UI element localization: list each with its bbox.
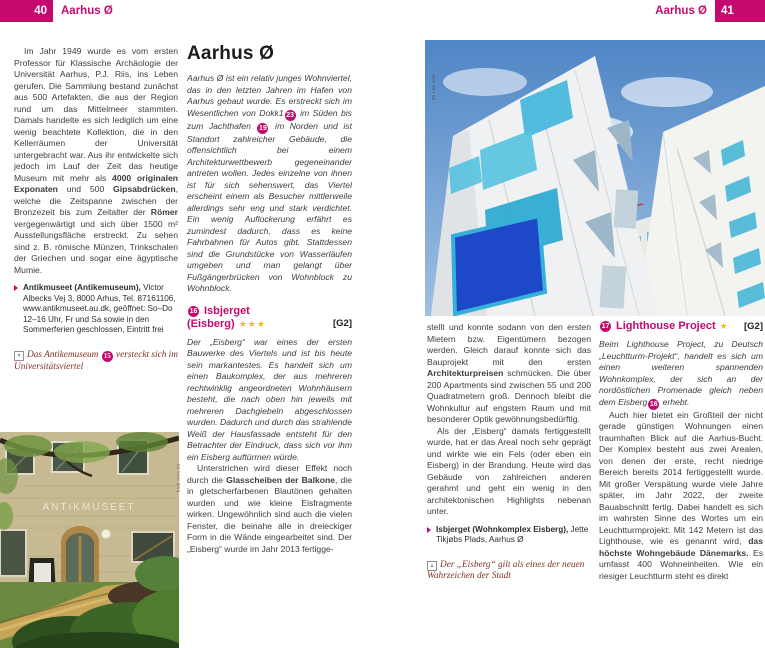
text-segment: erhebt.: [660, 396, 690, 407]
museum-sign-text: ANTIKMUSEET: [42, 502, 136, 513]
photo-antikmuseet: [0, 432, 179, 648]
isbjerget-info-block: [427, 525, 591, 546]
column-lighthouse: [599, 320, 763, 645]
text-segment: im Norden und ist Standort zahlreicher Gebäude, die offensichtlich bei einem Architekturwettbewerb gegeneinander antreten wollen. Jedes einzelne von ihnen ist für sich sehenswert, das Viertel erscheint einem als Besucher mittlerweile allerdings sehr eng und stark verdichtet. Ein wenig Auflockerung erfährt es zumindest dadurch, dass es keine Fahrbahnen für Autos gibt. Stattdessen sind die Grundstücke von Wasserläufen umgeben und man gelangt über Fußgängerbrücken von Wohnblock zu Wohnblock.: [187, 120, 352, 293]
caption-photo-below-icon: ▾: [14, 351, 24, 361]
text-segment: vergegenwärtigt und sich über 1500 m² Ausstellungsfläche erstreckt. Zu sehen sind z. B. römische Münzen, Trinkschalen der Griechen und sogar eine ägyptische Mumie.: [14, 218, 178, 275]
running-head-right: Aarhus Ø: [655, 5, 707, 17]
text-segment: Aarhus Ø ist ein relativ junges Wohnviertel, das in den letzten Jahren im Hafen von Aarhus gebaut wurde. Es erstreckt sich im Wesentlichen von Dokk1: [187, 73, 352, 118]
map-grid-ref: [G2]: [744, 320, 763, 332]
photo-caption-isbjerget: [427, 560, 591, 583]
text-segment: im Süden bis zum Jachthafen: [187, 107, 352, 131]
rating-stars: ★★★: [238, 318, 266, 329]
map-ref-badge: 23: [286, 111, 295, 119]
poi-subtitle: (Eisberg): [187, 317, 235, 330]
column-antikmuseet: [14, 46, 178, 426]
district-intro: [187, 73, 352, 295]
text-segment: Beim Lighthouse Project, zu Deutsch „Leuchtturm-Projekt“, handelt es sich um einen weiteren spannenden Wohnkomplex, der sich an der nordöstlichen Promenade gleich neben dem Eisberg: [599, 339, 763, 407]
column-isbjerget-continued: [427, 322, 591, 642]
poi-number-badge: 16: [189, 307, 198, 315]
antikmuseet-info-block: [14, 283, 178, 336]
text-segment: Unterstrichen wird dieser Effekt noch durch die: [187, 463, 352, 485]
section-isbjerget-heading: [187, 305, 352, 331]
text-segment: Römer: [150, 207, 178, 217]
text-segment: Glasscheiben der Balkone: [226, 474, 336, 485]
lighthouse-paragraph: [599, 410, 763, 583]
running-head-left: Aarhus Ø: [61, 5, 113, 17]
text-segment: Architekturpreisen: [427, 368, 504, 378]
text-segment: Es umfasst 400 Wohneinheiten. Wie ein riesiger Leuchtturm steht es direkt: [599, 547, 763, 581]
info-title: Antikmuseet (Antikemuseum),: [23, 283, 141, 292]
caption-text: versteckt sich im Universitätsviertel: [14, 349, 178, 372]
text-segment: schmücken. Die über 200 Apartments sind zwischen 55 und 200 Quadratmetern groß. Dennoch bleibt die Wohnkultur auf engstem Raum und mit besonderer Optik gewöhnungsbedürftig.: [427, 368, 591, 424]
map-ref-badge: 16: [649, 400, 658, 408]
rating-stars: ★: [719, 321, 729, 331]
text-segment: Gipsabdrücken: [113, 184, 176, 194]
antikmuseet-paragraph: [14, 46, 178, 276]
info-arrow-icon: [14, 285, 18, 291]
antikmuseet-illustration: [0, 432, 179, 648]
caption-text: Der „Eisberg“ gilt als eines der neuen Wahrzeichen der Stadt: [427, 559, 585, 582]
info-details: Victor Albecks Vej 3, 8000 Arhus, Tel. 87161106, www.antikmuseet.au.dk, geöffnet: So–Do 12–16 Uhr, Fr und Sa sowie in den Sommerferien geschlossen, Eintritt frei: [23, 283, 176, 335]
photo-caption-antikmuseet: [14, 350, 178, 374]
column-aarhus-oe: [187, 44, 352, 624]
caption-photo-above-icon: ▴: [427, 561, 437, 571]
district-heading: Aarhus Ø: [187, 43, 275, 64]
text-segment: , welche die Zeitspanne zwischen der Bronzezeit bis zum Zeitalter der: [14, 184, 178, 217]
isbjerget-illustration: [425, 40, 765, 316]
map-ref-badge: 19: [259, 124, 267, 132]
text-segment: stellt und konnte sodann von den ersten Mietern bzw. Eigentümern bezogen werden. Gleich darauf konnte sich das Bauprojekt mit den ersten: [427, 322, 591, 367]
poi-title: Lighthouse Project: [616, 320, 716, 332]
text-segment: 4000 originalen Exponaten: [14, 172, 178, 194]
text-segment: Auch hier bietet ein Großteil der nicht gerade günstigen Wohnungen einen traumhaften Blick auf die Aarhus-Bucht. Der Komplex besteht aus zwei Arealen, von denen der erste, recht niedrige Bereich bereits 2014 fertiggestellt wurde. Mit großer Verspätung wurde viele Jahre später, im Jahr 2022, der zweite Bauabschnitt fertig. Dabei handelt es sich im wahrsten Sinne des Wortes um ein Leuchtturmprojekt: Mit 142 Metern ist das Lighthouse, wie es genannt wird,: [599, 409, 763, 546]
photo-credit-right: 02 Lko ssth: [431, 73, 436, 100]
page-number-right: 41: [715, 0, 765, 22]
globe-lamp: [102, 530, 111, 539]
text-segment: und 500: [57, 184, 114, 194]
isbjerget-paragraph-3: [427, 322, 591, 426]
isbjerget-paragraph-2: [187, 463, 352, 555]
photo-isbjerget: [425, 40, 765, 316]
text-segment: das höchste Wohngebäude Dänemarks.: [599, 536, 763, 558]
info-title: Isbjerget (Wohnkomplex Eisberg),: [436, 524, 569, 534]
lighthouse-intro: [599, 339, 763, 410]
map-grid-ref: [G2]: [333, 318, 352, 330]
section-lighthouse-heading: [599, 320, 763, 333]
text-segment: Im Jahr 1949 wurde es vom ersten Professor für Klassische Archäologie der Universität Aarhus, P.J. Riis, ins Leben gerufen. Die Sammlung bestand zunächst aus 500 Artefakten, die aus der Region rund um das Mittelmeer stammten. Damals handelte es sich lediglich um eine wenig beachtete Kollektion, die in den Kellerräumen der Universität untergebracht war. Aus ihr entwickelte sich jedoch im Lauf der Zeit das heutige Museum mit mehr als: [14, 46, 178, 183]
photo-credit-left: blub-revu.00: [176, 463, 181, 492]
page-number-left: 40: [0, 0, 53, 22]
poi-title: Isbjerget: [204, 304, 250, 317]
info-details: Jette Tikjøbs Plads, Aarhus Ø: [436, 524, 589, 545]
isbjerget-paragraph-1: Der „Eisberg“ war eines der ersten Bauwerke des Viertels und ist bis heute sein markantestes. Es handelt sich um einen Baukomplex, der aus mehreren rechtwinklig angeordneten Wohnhäusern besteht, die nach oben hin jeweils mit mehreren Dachgiebeln abgeschlossen wurden. Dadurch und durch das strahlende Weiß der Hausfassade entsteht für den Betrachter der Eindruck, dass sich vor ihm ein Eisberg auftürmen würde.: [187, 336, 352, 462]
caption-text: Das Antikemuseum: [27, 349, 99, 360]
poi-number-badge: 17: [601, 323, 610, 330]
text-segment: , die in gletscherfarbenen Blautönen gehalten wurden und wie kleine Eisfragmente wirken. Ungewöhnlich sind auch die vielen Fenster, die beinahe alle in dreieckiger Form in die Wände eingearbeitet sind. Der „Eisberg“ wurde im Jahr 2013 fertigge-: [187, 474, 352, 554]
isbjerget-paragraph-4: Als der „Eisberg“ damals fertiggestellt wurde, hat er das Areal noch sehr geprägt und wirkte wie ein Fels (oder eben ein Eisberg) in der Brandung. Heute wird das Gebäude von zahlreichen anderen gerahmt und geht ein wenig in den architektonischen Highlights nebenan unter.: [427, 425, 591, 516]
map-ref-badge: 15: [103, 351, 111, 360]
info-arrow-icon: [427, 527, 431, 533]
